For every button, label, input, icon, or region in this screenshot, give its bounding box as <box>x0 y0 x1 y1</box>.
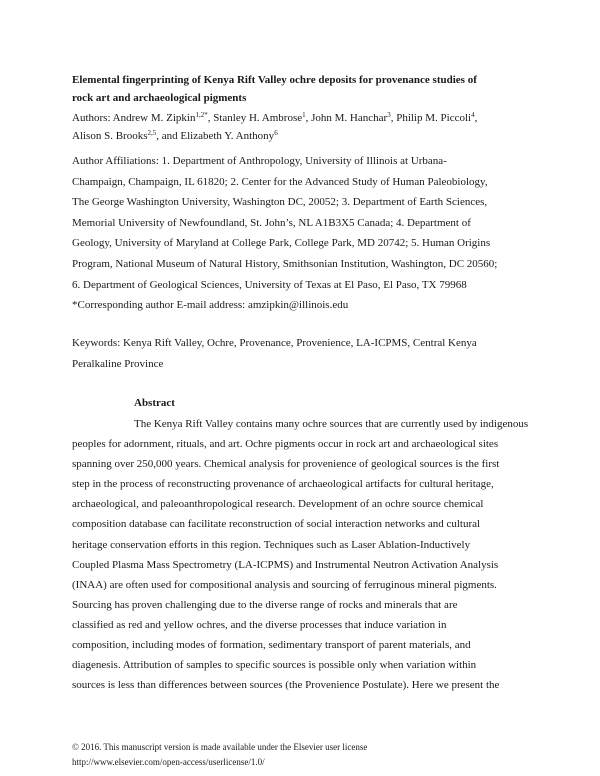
author-affiliation-marker: 4 <box>471 111 475 119</box>
author <box>396 112 477 124</box>
author-separator: , <box>305 112 312 124</box>
author-affiliation-marker: 2,5 <box>147 129 157 137</box>
abstract-line: composition, including modes of formation, sedimentary transport of parent materials, and <box>72 639 471 652</box>
affiliation-line: The George Washington University, Washington DC, 20052; 3. Department of Earth Sciences, <box>72 196 488 209</box>
license-url: http://www.elsevier.com/open-access/userlicense/1.0/ <box>72 757 265 767</box>
abstract-line: sources is less than differences between sources (the Provenience Postulate). Here we present the <box>72 679 500 692</box>
affiliation-line: Memorial University of Newfoundland, St. John’s, NL A1B3X5 Canada; 4. Department of <box>72 216 471 229</box>
affiliation-line: 6. Department of Geological Sciences, University of Texas at El Paso, El Paso, TX 79968 <box>72 278 467 291</box>
author-affiliation-marker: 1,2* <box>195 111 208 119</box>
abstract-line: spanning over 250,000 years. Chemical analysis for provenience of geological sources is the first <box>72 458 500 471</box>
author <box>72 130 180 142</box>
author-separator: , <box>390 112 397 124</box>
abstract-line: step in the process of reconstructing provenance of archaeological artifacts for cultural heritage, <box>72 478 494 491</box>
abstract-line: classified as red and yellow ochres, and the diverse processes that induce variation in <box>72 618 447 631</box>
corresponding-author-email: *Corresponding author E-mail address: amzipkin@illinois.edu <box>72 299 349 312</box>
authors-label: Authors: <box>72 112 113 124</box>
abstract-line: Sourcing has proven challenging due to the diverse range of rocks and minerals that are <box>72 598 458 611</box>
abstract-line: peoples for adornment, rituals, and art. Ochre pigments occur in rock art and archaeological sites <box>72 438 499 451</box>
abstract-line: archaeological, and paleoanthropological research. Development of an ochre source chemical <box>72 498 484 511</box>
abstract-line: The Kenya Rift Valley contains many ochre sources that are currently used by indigenous <box>134 418 529 430</box>
abstract-line: (INAA) are often used for compositional analysis and sourcing of ferruginous mineral pigments. <box>72 578 497 591</box>
author-separator: , and <box>156 130 181 142</box>
abstract-line: composition database can facilitate reconstruction of social interaction networks and cultural <box>72 518 481 531</box>
author-name: Stanley H. Ambrose <box>213 112 303 124</box>
abstract-line: diagenesis. Attribution of samples to specific sources is possible only when variation within <box>72 659 477 672</box>
abstract-body <box>72 414 542 695</box>
author <box>113 112 214 124</box>
author-name: Elizabeth Y. Anthony <box>180 130 275 142</box>
abstract-line: Coupled Plasma Mass Spectrometry (LA-ICPMS) and Instrumental Neutron Activation Analysis <box>72 558 499 571</box>
affiliation-line: Champaign, Champaign, IL 61820; 2. Center for the Advanced Study of Human Paleobiology, <box>72 175 488 188</box>
author-name: Andrew M. Zipkin <box>112 112 196 124</box>
title-line: rock art and archaeological pigments <box>72 92 247 104</box>
author-affiliations <box>72 151 532 316</box>
copyright-notice: © 2016. This manuscript version is made available under the Elsevier user license <box>72 742 368 752</box>
affiliation-line: Author Affiliations: 1. Department of Anthropology, University of Illinois at Urbana- <box>72 155 447 167</box>
author-affiliation-marker: 6 <box>274 129 278 137</box>
author-name: Alison S. Brooks <box>72 130 148 142</box>
keywords-line: Keywords: Kenya Rift Valley, Ochre, Provenance, Provenience, LA-ICPMS, Central Kenya <box>72 337 477 349</box>
author-separator: , <box>207 112 214 124</box>
license-footer <box>72 740 367 770</box>
author-list <box>72 109 532 145</box>
title-line: Elemental fingerprinting of Kenya Rift Valley ochre deposits for provenance studies of <box>72 74 477 86</box>
author-affiliation-marker: 1 <box>302 111 306 119</box>
paper-title <box>72 71 532 107</box>
keywords-line: Peralkaline Province <box>72 357 164 370</box>
affiliation-line: Geology, University of Maryland at College Park, College Park, MD 20742; 5. Human Origins <box>72 237 491 250</box>
author-affiliation-marker: 3 <box>387 111 391 119</box>
author <box>311 112 396 124</box>
keywords <box>72 333 532 374</box>
abstract-line: heritage conservation efforts in this region. Techniques such as Laser Ablation-Inductively <box>72 538 471 551</box>
abstract-heading: Abstract <box>134 397 175 409</box>
affiliation-line: Program, National Museum of Natural History, Smithsonian Institution, Washington, DC 20560; <box>72 257 498 270</box>
author-name: John M. Hanchar <box>311 112 388 124</box>
author <box>213 112 311 124</box>
author <box>180 130 277 142</box>
author-separator: , <box>474 112 478 124</box>
author-name: Philip M. Piccoli <box>396 112 472 124</box>
